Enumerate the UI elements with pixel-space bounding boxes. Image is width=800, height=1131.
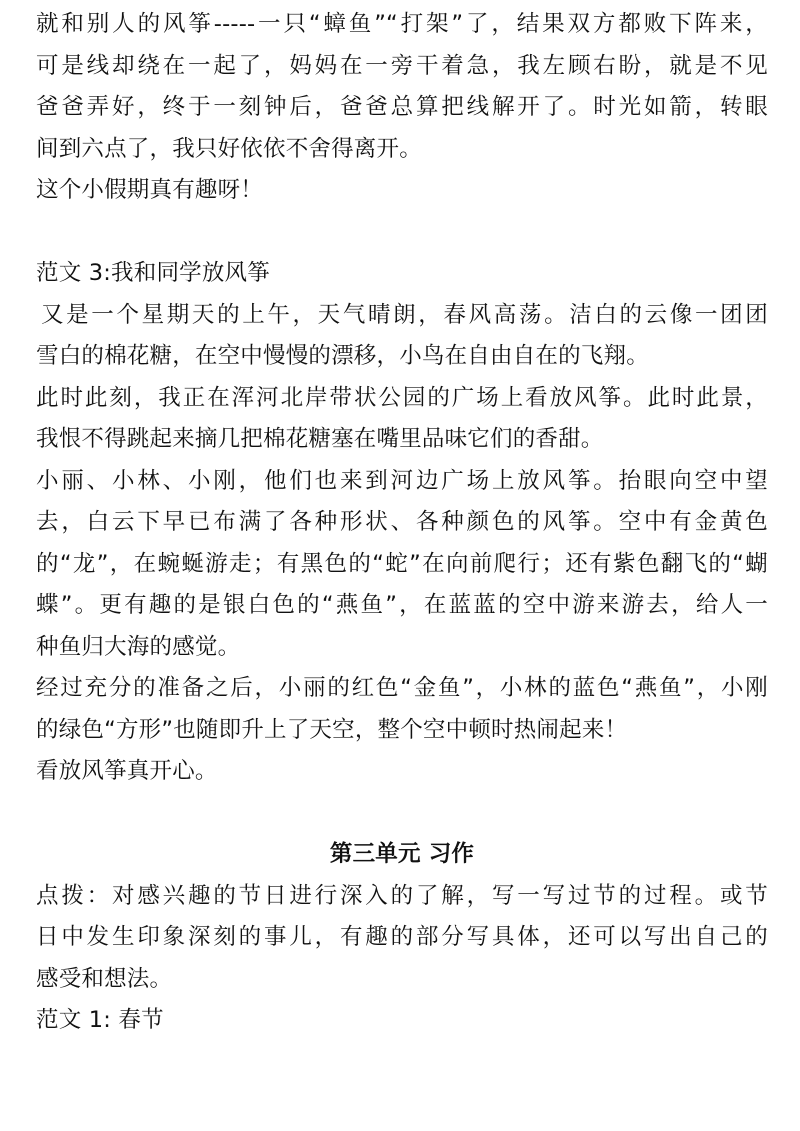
- text-line: 这个小假期真有趣呀！: [36, 177, 264, 203]
- text-line: 爸爸弄好，终于一刻钟后，爸爸总算把线解开了。时光如箭，转眼: [36, 94, 768, 120]
- essay-title: 范文 1: 春节: [36, 1007, 164, 1033]
- text-line: 的绿色“方形”也随即升上了天空，整个空中顿时热闹起来！: [36, 716, 628, 743]
- text-line: 间到六点了，我只好依依不舍得离开。: [36, 135, 422, 162]
- text-line: 日中发生印象深刻的事儿，有趣的部分写具体，还可以写出自己的: [36, 924, 768, 950]
- previous-essay-ending: [36, 4, 768, 212]
- section-heading: 第三单元 习作: [329, 841, 475, 867]
- text-line: 就和别人的风筝-----一只“蟑鱼”“打架”了，结果双方都败下阵来，: [36, 11, 768, 37]
- text-line: 我恨不得跳起来摘几把棉花糖塞在嘴里品味它们的香甜。: [36, 426, 604, 452]
- essay-3: [36, 253, 768, 793]
- text-line: 此时此刻，我正在浑河北岸带状公园的广场上看放风筝。此时此景，: [36, 384, 768, 411]
- text-line: 点拨：对感兴趣的节日进行深入的了解，写一写过节的过程。或节: [36, 882, 768, 909]
- unit-3-section: [36, 834, 768, 1042]
- text-line: 蝶”。更有趣的是银白色的“燕鱼”，在蓝蓝的空中游来游去，给人一: [36, 592, 768, 618]
- text-line: 可是线却绕在一起了，妈妈在一旁干着急，我左顾右盼，就是不见: [36, 52, 768, 79]
- text-line: 种鱼归大海的感觉。: [36, 633, 241, 660]
- text-line: 小丽、小林、小刚，他们也来到河边广场上放风筝。抬眼向空中望: [36, 467, 768, 494]
- essay-title: 范文 3:我和同学放风筝: [36, 260, 270, 286]
- blank-line: [36, 212, 768, 254]
- text-line: 雪白的棉花糖，在空中慢慢的漂移，小鸟在自由自在的飞翔。: [36, 343, 649, 369]
- text-line: 的“龙”，在蜿蜒游走；有黑色的“蛇”在向前爬行；还有紫色翻飞的“蝴: [36, 550, 768, 577]
- blank-line: [36, 793, 768, 835]
- text-line: 经过充分的准备之后，小丽的红色“金鱼”，小林的蓝色“燕鱼”，小刚: [36, 675, 768, 701]
- text-line: 去，白云下早已布满了各种形状、各种颜色的风筝。空中有金黄色: [36, 509, 768, 535]
- text-line: 看放风筝真开心。: [36, 758, 218, 784]
- text-line: 又是一个星期天的上午，天气晴朗，春风高荡。洁白的云像一团团: [41, 301, 768, 328]
- text-line: 感受和想法。: [36, 965, 173, 992]
